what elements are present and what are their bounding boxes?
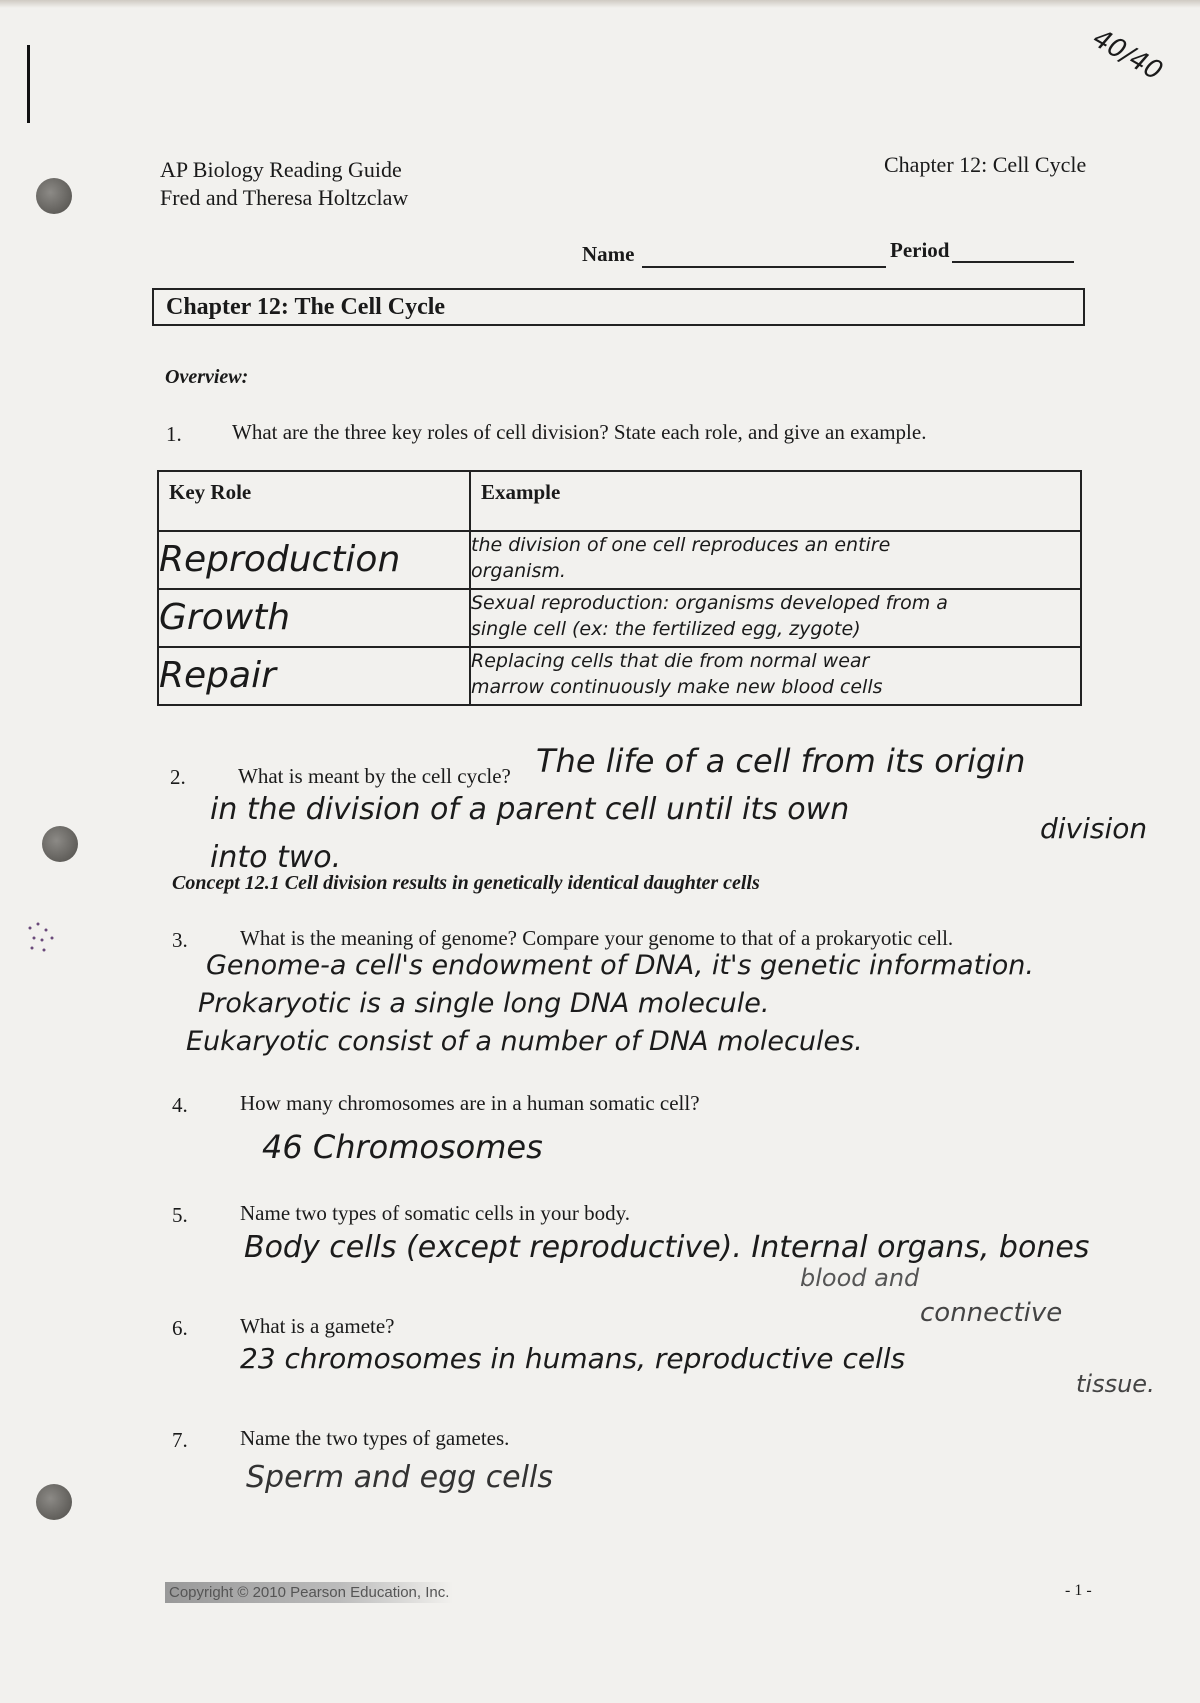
q2-answer-line2b: division [1040,812,1148,845]
grade-mark: 40/40 [1087,23,1168,87]
copyright-notice: Copyright © 2010 Pearson Education, Inc. [165,1582,453,1603]
q7-text: Name the two types of gametes. [240,1426,510,1450]
example-cell [470,647,1081,705]
punch-hole-bottom [36,1484,72,1520]
example-line: single cell (ex: the fertilized egg, zygote) [471,618,861,640]
q5-answer-line2: blood and [800,1264,920,1292]
q4-text: How many chromosomes are in a human somatic cell? [240,1091,700,1115]
q4-number: 4. [172,1093,188,1117]
period-label: Period [890,238,950,262]
key-roles-table [157,470,1082,706]
q1-number: 1. [166,422,182,446]
q7-number: 7. [172,1428,188,1452]
q5-text: Name two types of somatic cells in your body. [240,1201,630,1225]
q2-text: What is meant by the cell cycle? [238,764,511,788]
example-line: Sexual reproduction: organisms developed from a [471,592,948,614]
example-line: Replacing cells that die from normal wear [471,650,870,672]
name-line [642,266,886,268]
speckle-mark [22,918,62,958]
q4-answer: 46 Chromosomes [262,1128,543,1166]
table-row [158,531,1081,589]
role-cell: Growth [158,589,470,647]
period-line [952,261,1074,263]
role-cell: Reproduction [158,531,470,589]
punch-hole-top [36,178,72,214]
q3-answer-line2: Prokaryotic is a single long DNA molecule. [198,988,770,1019]
chapter-title: Chapter 12: The Cell Cycle [166,294,446,320]
punch-hole-middle [42,826,78,862]
header-chapter: Chapter 12: Cell Cycle [884,152,1087,177]
q3-answer-line1: Genome-a cell's endowment of DNA, it's genetic information. [206,950,1034,981]
concept-heading: Concept 12.1 Cell division results in genetically identical daughter cells [172,872,760,894]
q3-answer-line3: Eukaryotic consist of a number of DNA molecules. [186,1026,863,1057]
chapter-title-box [152,288,1085,326]
margin-mark [27,45,30,123]
col-example: Example [470,471,1081,531]
q5-answer-line1: Body cells (except reproductive). Internal organs, bones [244,1230,1090,1265]
q3-number: 3. [172,928,188,952]
q6-answer: 23 chromosomes in humans, reproductive cells [240,1342,906,1375]
example-line: the division of one cell reproduces an entire [471,534,891,556]
example-line: organism. [471,560,566,582]
q6-text: What is a gamete? [240,1314,395,1338]
header-authors: Fred and Theresa Holtzclaw [160,185,409,210]
q7-answer: Sperm and egg cells [246,1460,553,1495]
overview-label: Overview: [165,366,249,388]
q3-text: What is the meaning of genome? Compare your genome to that of a prokaryotic cell. [240,926,954,950]
col-key-role: Key Role [158,471,470,531]
page-number: - 1 - [1065,1582,1092,1599]
role-cell: Repair [158,647,470,705]
q2-answer-line1: The life of a cell from its origin [536,742,1026,780]
example-cell [470,589,1081,647]
example-cell [470,531,1081,589]
q5-answer-line4: tissue. [1076,1370,1155,1398]
table-row [158,589,1081,647]
example-line: marrow continuously make new blood cells [471,676,883,698]
q2-answer-line3: into two. [210,840,342,875]
table-row [158,647,1081,705]
q5-answer-line3: connective [920,1298,1063,1328]
q6-number: 6. [172,1316,188,1340]
q5-number: 5. [172,1203,188,1227]
q2-answer-line2: in the division of a parent cell until its own [210,792,850,827]
name-label: Name [582,242,635,266]
header-course: AP Biology Reading Guide [160,157,402,182]
table-header-row [158,471,1081,531]
q1-text: What are the three key roles of cell division? State each role, and give an example. [232,420,927,444]
scan-edge [0,0,1200,8]
q2-number: 2. [170,765,186,789]
